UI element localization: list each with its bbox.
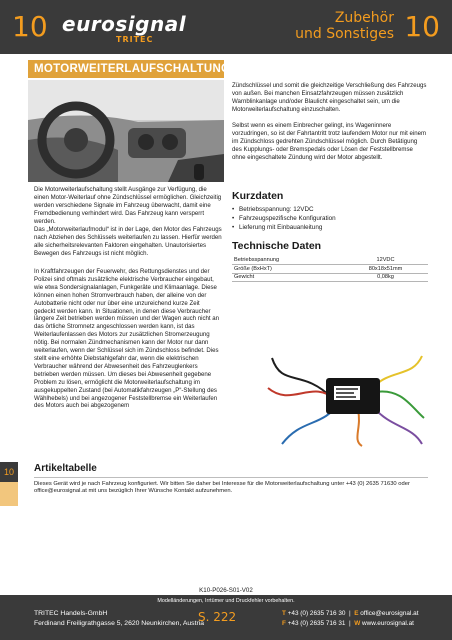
product-title-bar [28,60,231,78]
company-address: Ferdinand Freiligrathgasse 5, 2620 Neunkirchen, Austria [34,620,205,627]
spec-value: 80x18x51mm [343,265,428,274]
intro-paragraph: Die Motorweiterlaufschaltung stellt Ausgänge zur Verfügung, die einen Motor-Weiterlauf ohne Zündschlüssel ermöglichen. Gleichzeitig werden verschiedene Signale im Fahrzeug überwacht, damit eine Fremdbedienung verhindert wird. Das Fahrzeug kann versperrt werden. [34,186,222,225]
spec-value: 12VDC [343,256,428,265]
kurzdaten-list [232,205,428,232]
kurzdaten-heading: Kurzdaten [232,190,284,202]
website-link[interactable]: www.eurosignal.at [362,620,414,627]
technische-daten-heading: Technische Daten [232,240,322,252]
phone-label: T [282,610,286,617]
artikeltabelle-heading: Artikeltabelle [34,463,97,474]
spec-value: 0,08kg [343,273,428,282]
fax-number: +43 (0) 2635 716 31 [287,620,346,627]
spec-label: Größe (BxHxT) [232,265,343,274]
brand-logo-sub: TRITEC [116,35,154,44]
security-paragraph: Selbst wenn es einem Einbrecher gelingt, ins Wageninnere vorzudringen, so ist der Fahrtantritt trotz laufendem Motor nur mit einem im Zündschloss gedrehten Zündschlüssel möglich. Durch Betätigung des Kupplungs- oder Bremspedals oder Lösen der Feststellbremse ohne eingeschaltete Zündung wird der Motor abgestellt. [232,122,427,161]
page-number: S. 222 [198,610,237,624]
fax-label: F [282,620,286,627]
list-item: • Betriebsspannung: 12VDC [232,205,428,214]
car-interior-photo [28,80,224,182]
page-header [0,0,452,54]
document-code: K10-P026-S01-V02 [199,587,253,594]
footer-disclaimer: Modelländerungen, Irrtümer und Druckfehler vorbehalten. [157,598,295,604]
divider [34,477,428,478]
table-row [232,256,428,265]
category-line1: Zubehör [334,10,394,26]
list-item: • Fahrzeugspezifische Konfiguration [232,214,428,223]
email-label: E [354,610,359,617]
page-footer [0,595,452,640]
side-tab-accent [0,482,18,506]
spec-label: Betriebsspannung [232,256,343,265]
page-section-number-left: 10 [12,10,48,43]
category-line2: und Sonstiges [295,26,394,42]
table-row [232,265,428,274]
company-info [34,609,204,629]
product-title: MOTORWEITERLAUFSCHALTUNG [34,63,231,75]
brand-logo: eurosignal [62,12,187,36]
specs-table [232,256,428,282]
module-product-photo [262,348,426,448]
category-title [295,10,394,42]
table-row [232,273,428,282]
email-address[interactable]: office@eurosignal.at [360,610,419,617]
company-name: TRITEC Handels-GmbH [34,610,108,617]
contact-info: T +43 (0) 2635 716 30 | E office@eurosignal.at F +43 (0) 2635 716 31 | W www.eurosignal.at [282,610,419,627]
usage-paragraph: In Kraftfahrzeugen der Feuerwehr, des Rettungsdienstes und der Polizei sind oftmals zusätzliche elektrische Verbraucher eingebaut, wie etwa Sondersignalanlagen, Funkgeräte und Klimaanlage. Diese können einen hohen Stromverbrauch haben, der alleine von der Autobatterie nicht oder nur über eine unzureichend kurze Zeit gedeckt werden kann. In Situationen, in denen diese Verbraucher längere Zeit betrieben werden müssen und der Wagen auch nicht an das örtliche Stromnetz angeschlossen werden kann, ist das Weiterlaufenlassen des Motors zur zusätzlichen Stromerzeugung nötig. Bei normalen Zündmechanismen kann der Motor nur dann weiterlaufen, wenn der Schlüssel sich im Zündschloss befindet. Dies stellt eine erhöhte Diebstahlgefahr dar, wenn die elektrischen Verbraucher während der Abwesenheit des Fahrzeuglenkers betrieben werden müssen. Um dieses bei Abwesenheit gegebene Problem zu lösen, ermöglicht die Motorweiterlaufschaltung im ausgekuppelten Zustand (bei Automatikfahrzeugen „P“-Stellung des Wählhebels) und bei angezogener Feststellbremse ein Weiterlaufen des Motors auch bei abgezogenem [34,268,220,410]
section-side-tab: 10 [0,462,18,482]
artikeltabelle-note: Dieses Gerät wird je nach Fahrzeug konfiguriert. Wir bitten Sie daher bei Interesse für die Motorweiterlaufschaltung unter +43 (0) 2635 71630 oder office@eurosignal.at mit uns bezüglich Ihrer Wünsche Kontakt aufzunehmen. [34,481,410,495]
page-section-number-right: 10 [404,10,440,43]
list-item: • Lieferung mit Einbauanleitung [232,223,428,232]
module-paragraph: Das „Motorweiterlaufmodul“ ist in der Lage, den Motor des Fahrzeugs nach Abziehen des Schlüssels weiterlaufen zu lassen. Hierfür werden alle sicherheitsrelevanten Faktoren eingehalten. Unautorisiertes Bewegen des Fahrzeugs ist nicht möglich. [34,226,222,257]
web-label: W [354,620,361,627]
continuation-paragraph: Zündschlüssel und somit die gleichzeitige Verschließung des Fahrzeugs von außen. Bei manchen Einsatzfahrzeugen müssen zusätzlich Warnblinkanlage und/oder Blaulicht eingeschaltet sein, um die Motorweiterlaufschaltung einzuschalten. [232,82,427,113]
phone-number: +43 (0) 2635 716 30 [287,610,346,617]
spec-label: Gewicht [232,273,343,282]
